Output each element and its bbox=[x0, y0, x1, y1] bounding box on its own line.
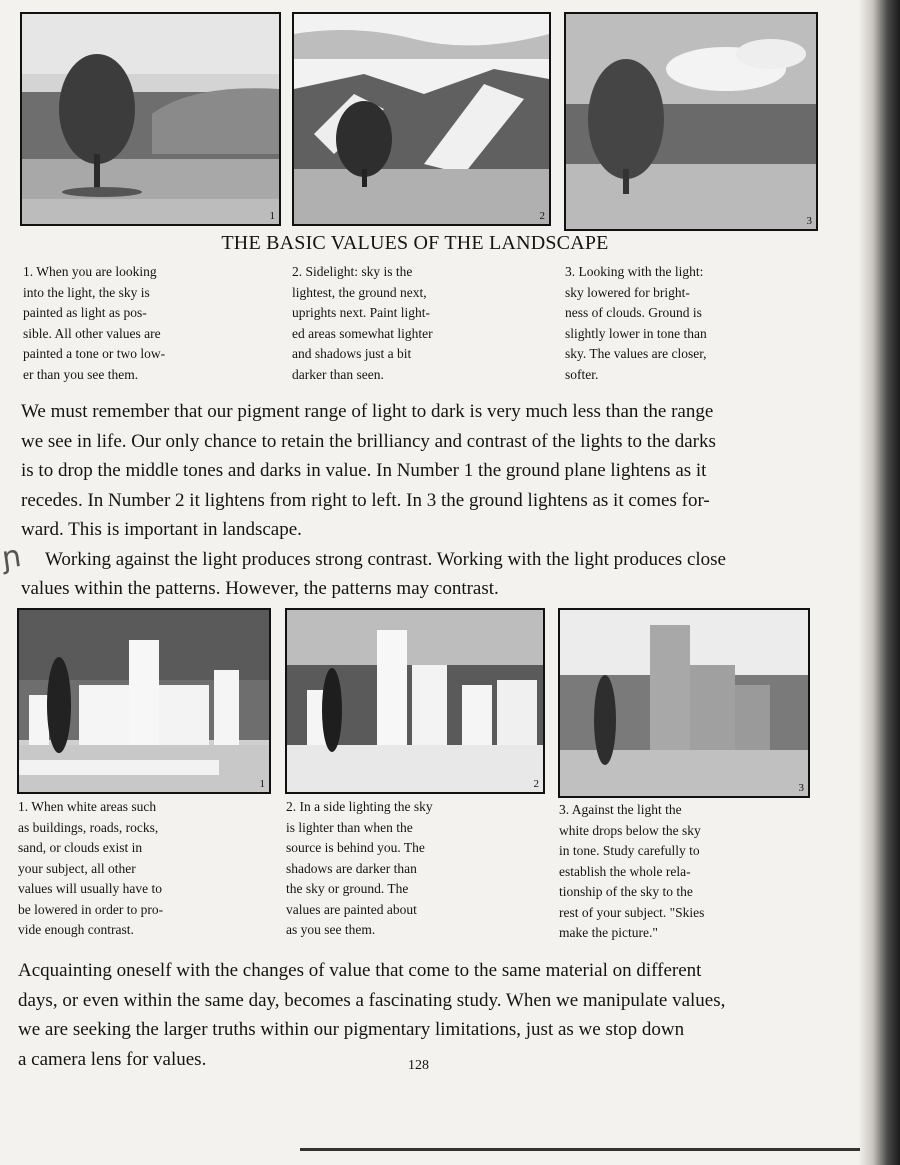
figure-number: 3 bbox=[806, 215, 812, 227]
landscape-sketch-3 bbox=[564, 12, 818, 231]
paragraph-line: Working against the light produces strong contrast. Working with the light produces close bbox=[45, 549, 726, 570]
paragraph-line: days, or even within the same day, becomes a fascinating study. When we manipulate values, bbox=[18, 989, 726, 1011]
buildings-sketch-3 bbox=[558, 608, 810, 798]
landscape-sketch-2-drawing bbox=[294, 14, 549, 224]
caption-line: sible. All other values are bbox=[23, 325, 161, 341]
landscape-sketch-3-drawing bbox=[566, 14, 816, 229]
caption-line: 2. Sidelight: sky is the bbox=[292, 264, 413, 279]
caption-line: and shadows just a bit bbox=[292, 346, 412, 361]
caption-line: rest of your subject. "Skies bbox=[559, 904, 705, 920]
paragraph-line: recedes. In Number 2 it lightens from right to left. In 3 the ground lightens as it comes for- bbox=[21, 489, 710, 511]
caption-bottom-2 bbox=[286, 797, 433, 941]
paragraph-line: is to drop the middle tones and darks in value. In Number 1 the ground plane lightens as it bbox=[21, 460, 707, 481]
paragraph-line: values within the patterns. However, the patterns may contrast. bbox=[21, 578, 499, 599]
caption-line: uprights next. Paint light- bbox=[292, 305, 430, 320]
caption-line: in tone. Study carefully to bbox=[559, 843, 700, 858]
margin-pencil-mark: ɲ bbox=[0, 538, 24, 577]
landscape-sketch-1-drawing bbox=[22, 14, 279, 224]
body-paragraph-2 bbox=[45, 545, 726, 575]
caption-line: lightest, the ground next, bbox=[292, 284, 427, 300]
caption-line: values will usually have to bbox=[18, 881, 162, 896]
buildings-sketch-1-drawing bbox=[19, 610, 269, 792]
caption-line: the sky or ground. The bbox=[286, 881, 409, 896]
caption-line: values are painted about bbox=[286, 901, 417, 917]
caption-line: into the light, the sky is bbox=[23, 284, 150, 300]
caption-line: 1. When you are looking bbox=[23, 264, 157, 279]
figure-number: 2 bbox=[533, 778, 539, 790]
body-paragraph-2-cont bbox=[21, 574, 499, 604]
body-paragraph-3 bbox=[18, 956, 725, 1074]
caption-line: 2. In a side lighting the sky bbox=[286, 799, 433, 814]
caption-line: tionship of the sky to the bbox=[559, 884, 693, 899]
buildings-sketch-2-drawing bbox=[287, 610, 543, 792]
caption-bottom-3 bbox=[559, 800, 704, 944]
caption-line: ed areas somewhat lighter bbox=[292, 325, 433, 341]
paragraph-line: we are seeking the larger truths within our pigmentary limitations, just as we stop down bbox=[18, 1019, 685, 1040]
paragraph-line: ward. This is important in landscape. bbox=[21, 519, 302, 540]
paragraph-line: Acquainting oneself with the changes of value that come to the same material on different bbox=[18, 960, 702, 981]
buildings-sketch-2 bbox=[285, 608, 545, 794]
caption-line: as you see them. bbox=[286, 922, 376, 937]
figure-number: 1 bbox=[269, 210, 275, 222]
buildings-sketch-1 bbox=[17, 608, 271, 794]
caption-line: establish the whole rela- bbox=[559, 863, 691, 879]
caption-line: vide enough contrast. bbox=[18, 922, 134, 937]
book-spine-shadow bbox=[858, 0, 900, 1165]
body-paragraph-1 bbox=[21, 397, 716, 545]
caption-line: painted as light as pos- bbox=[23, 305, 147, 320]
landscape-sketch-2 bbox=[292, 12, 551, 226]
buildings-sketch-3-drawing bbox=[560, 610, 808, 796]
caption-line: slightly lower in tone than bbox=[565, 325, 707, 341]
caption-line: painted a tone or two low- bbox=[23, 346, 166, 361]
figure-number: 2 bbox=[539, 210, 545, 222]
caption-line: 3. Looking with the light: bbox=[565, 264, 704, 279]
paragraph-line: we see in life. Our only chance to retain the brilliancy and contrast of the lights to the darks bbox=[21, 430, 716, 452]
caption-line: ness of clouds. Ground is bbox=[565, 305, 702, 320]
caption-line: white drops below the sky bbox=[559, 822, 701, 838]
page-number: 128 bbox=[408, 1058, 429, 1073]
caption-line: er than you see them. bbox=[23, 366, 139, 382]
page-bottom-edge bbox=[300, 1148, 860, 1151]
caption-line: 1. When white areas such bbox=[18, 799, 157, 814]
caption-line: is lighter than when the bbox=[286, 819, 413, 835]
caption-line: darker than seen. bbox=[292, 366, 384, 382]
caption-line: source is behind you. The bbox=[286, 840, 425, 855]
caption-line: sky lowered for bright- bbox=[565, 284, 690, 300]
caption-line: your subject, all other bbox=[18, 860, 136, 876]
paragraph-line: a camera lens for values. bbox=[18, 1048, 207, 1070]
paragraph-line: We must remember that our pigment range of light to dark is very much less than the range bbox=[21, 401, 714, 422]
caption-line: sky. The values are closer, bbox=[565, 346, 707, 361]
caption-top-1 bbox=[23, 262, 165, 385]
caption-line: as buildings, roads, rocks, bbox=[18, 819, 159, 835]
landscape-sketch-1 bbox=[20, 12, 281, 226]
caption-line: make the picture." bbox=[559, 925, 658, 940]
section-heading: THE BASIC VALUES OF THE LANDSCAPE bbox=[221, 232, 609, 254]
caption-bottom-1 bbox=[18, 797, 163, 941]
figure-number: 1 bbox=[259, 778, 265, 790]
caption-line: sand, or clouds exist in bbox=[18, 840, 143, 855]
caption-line: shadows are darker than bbox=[286, 860, 417, 876]
caption-top-3 bbox=[565, 262, 707, 385]
caption-line: softer. bbox=[565, 366, 599, 382]
caption-line: 3. Against the light the bbox=[559, 802, 682, 817]
figure-number: 3 bbox=[798, 782, 804, 794]
caption-line: be lowered in order to pro- bbox=[18, 901, 164, 917]
caption-top-2 bbox=[292, 262, 433, 385]
